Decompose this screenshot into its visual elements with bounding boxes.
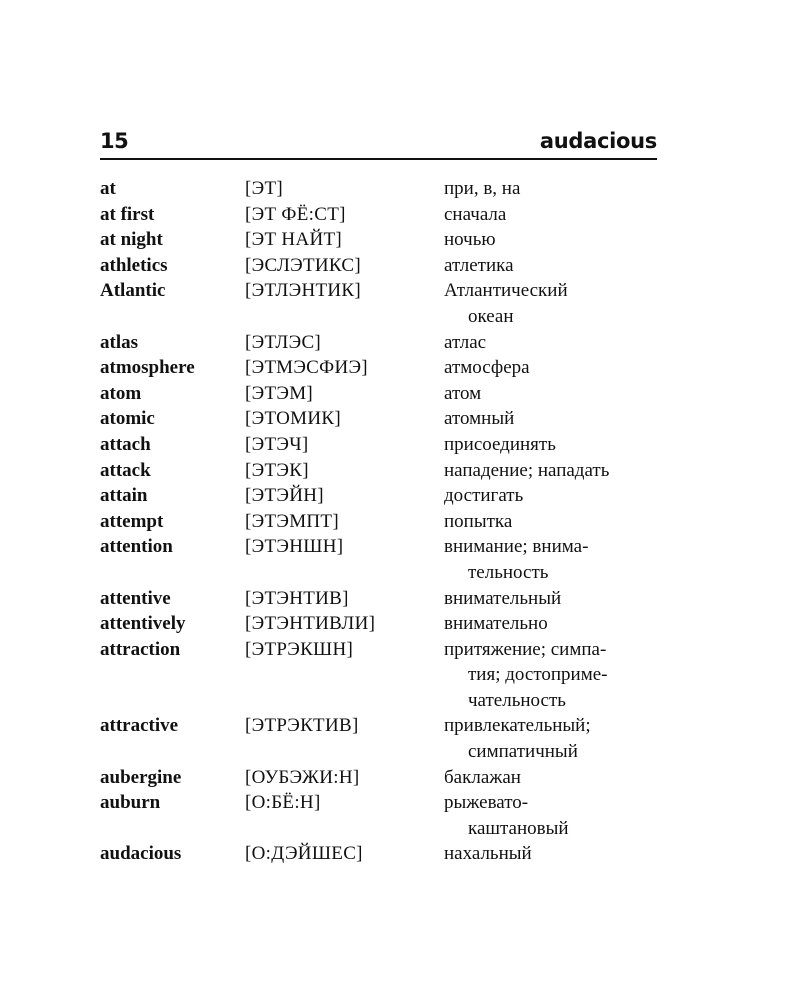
translation-line: сначала xyxy=(444,203,507,225)
headword: at xyxy=(100,178,116,199)
headword: at first xyxy=(100,203,155,225)
translation-line: присоединять xyxy=(444,433,556,455)
translation-line: внимательно xyxy=(444,613,548,635)
headword: audacious xyxy=(100,843,182,865)
headword: Atlantic xyxy=(100,280,166,302)
dictionary-entry xyxy=(100,355,680,381)
dictionary-entry xyxy=(100,458,680,484)
headword: atom xyxy=(100,382,142,404)
page-number: 15 xyxy=(100,129,129,153)
transcription: [ЭТЛЭНТИК] xyxy=(245,280,362,302)
translation xyxy=(444,790,680,841)
transcription: [ЭТЛЭС] xyxy=(245,331,322,353)
headword: atomic xyxy=(100,408,155,430)
transcription: [О:БЁ:Н] xyxy=(245,792,321,814)
translation-line: рыжевато- xyxy=(444,792,529,814)
translation-line: привлекательный; xyxy=(444,715,591,737)
transcription: [ЭТЭК] xyxy=(245,459,309,481)
transcription: [ЭСЛЭТИКС] xyxy=(245,254,362,276)
dictionary-entry xyxy=(100,227,680,253)
transcription: [ЭТЭМПТ] xyxy=(245,510,339,532)
translation xyxy=(444,534,680,585)
translation xyxy=(444,406,680,432)
translation-line: симпатичный xyxy=(468,741,578,763)
transcription: [ЭТ НАЙТ] xyxy=(245,229,343,251)
transcription: [ЭТ] xyxy=(245,178,284,199)
transcription: [ЭТМЭСФИЭ] xyxy=(245,357,368,379)
translation xyxy=(444,458,680,484)
translation-line: атмосфера xyxy=(444,357,530,379)
transcription: [ЭТРЭКШН] xyxy=(245,638,354,660)
headword: attraction xyxy=(100,638,181,660)
translation-line: Атлантический xyxy=(444,280,568,302)
translation-line: внимательный xyxy=(444,587,562,609)
dictionary-entry xyxy=(100,381,680,407)
translation-line: океан xyxy=(468,305,514,327)
translation-line: атом xyxy=(444,382,482,404)
headword: atmosphere xyxy=(100,357,195,379)
translation-line: попытка xyxy=(444,510,513,532)
dictionary-entry xyxy=(100,765,680,791)
translation xyxy=(444,355,680,381)
transcription: [ЭТ ФЁ:СТ] xyxy=(245,203,346,225)
headword: athletics xyxy=(100,254,168,276)
translation xyxy=(444,176,680,202)
headword: attention xyxy=(100,536,173,558)
transcription: [ЭТЭНШН] xyxy=(245,536,344,558)
headword: atlas xyxy=(100,331,138,353)
translation-line: атлетика xyxy=(444,254,514,276)
translation-line: чательность xyxy=(468,689,566,711)
translation xyxy=(444,765,680,791)
translation-line: достигать xyxy=(444,485,524,507)
translation xyxy=(444,330,680,356)
dictionary-entry xyxy=(100,841,680,867)
headword: auburn xyxy=(100,792,161,814)
translation xyxy=(444,483,680,509)
headword: attack xyxy=(100,459,151,481)
headword: attain xyxy=(100,485,148,507)
dictionary-entries xyxy=(100,176,680,867)
headword: at night xyxy=(100,229,163,251)
dictionary-entry xyxy=(100,253,680,279)
headword: attach xyxy=(100,433,151,455)
translation-line: притяжение; симпа- xyxy=(444,638,607,660)
translation-line: при, в, на xyxy=(444,178,521,199)
translation-line: баклажан xyxy=(444,766,521,788)
translation xyxy=(444,381,680,407)
dictionary-entry xyxy=(100,586,680,612)
translation-line: внимание; внима- xyxy=(444,536,589,558)
page-header xyxy=(100,126,657,160)
translation-line: нахальный xyxy=(444,843,532,865)
dictionary-entry xyxy=(100,278,680,329)
dictionary-entry xyxy=(100,790,680,841)
translation xyxy=(444,278,680,329)
translation xyxy=(444,637,680,714)
headword: attentively xyxy=(100,613,186,635)
transcription: [ЭТЭНТИВ] xyxy=(245,587,349,609)
dictionary-entry xyxy=(100,611,680,637)
transcription: [ЭТЭНТИВЛИ] xyxy=(245,613,376,635)
dictionary-entry xyxy=(100,432,680,458)
translation-line: тельность xyxy=(468,561,549,583)
dictionary-entry xyxy=(100,509,680,535)
translation-line: нападение; нападать xyxy=(444,459,610,481)
running-head: audacious xyxy=(539,129,657,153)
translation xyxy=(444,713,680,764)
headword: attractive xyxy=(100,715,179,737)
dictionary-entry xyxy=(100,406,680,432)
translation-line: ночью xyxy=(444,229,496,251)
dictionary-entry xyxy=(100,637,680,714)
translation-line: атлас xyxy=(444,331,487,353)
transcription: [ЭТЭЧ] xyxy=(245,433,309,455)
translation xyxy=(444,509,680,535)
translation xyxy=(444,253,680,279)
translation xyxy=(444,202,680,228)
headword: aubergine xyxy=(100,766,182,788)
translation-line: атомный xyxy=(444,408,515,430)
translation-line: каштановый xyxy=(468,817,569,839)
transcription: [ОУБЭЖИ:Н] xyxy=(245,766,360,788)
dictionary-entry xyxy=(100,202,680,228)
translation-line: тия; достоприме- xyxy=(468,664,608,686)
transcription: [ЭТЭМ] xyxy=(245,382,314,404)
headword: attempt xyxy=(100,510,164,532)
transcription: [ЭТРЭКТИВ] xyxy=(245,715,359,737)
dictionary-entry xyxy=(100,534,680,585)
transcription: [ЭТОМИК] xyxy=(245,408,341,430)
dictionary-entry xyxy=(100,176,680,202)
dictionary-entry xyxy=(100,483,680,509)
translation xyxy=(444,432,680,458)
dictionary-entry xyxy=(100,330,680,356)
dictionary-entry xyxy=(100,713,680,764)
translation xyxy=(444,611,680,637)
headword: attentive xyxy=(100,587,171,609)
transcription: [ЭТЭЙН] xyxy=(245,485,324,507)
transcription: [О:ДЭЙШЕС] xyxy=(245,843,363,865)
translation xyxy=(444,586,680,612)
translation xyxy=(444,841,680,867)
translation xyxy=(444,227,680,253)
